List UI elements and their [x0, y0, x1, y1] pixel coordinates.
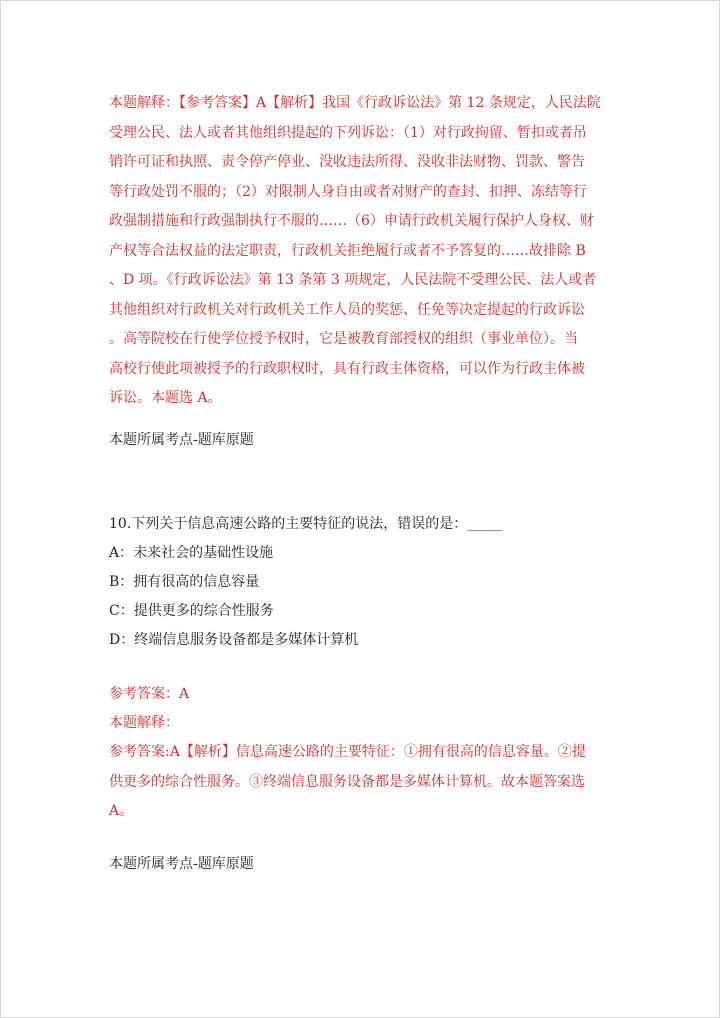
option-d: D：终端信息服务设备都是多媒体计算机 [109, 632, 359, 648]
explanation-line: 本题解释：【参考答案】A【解析】我国《行政诉讼法》第 12 条规定，人民法院 [109, 95, 601, 111]
explanation-line: 。高等院校在行使学位授予权时，它是被教育部授权的组织（事业单位）。当 [109, 331, 578, 347]
explanation-line: 高校行使此项被授予的行政职权时，具有行政主体资格，可以作为行政主体被 [109, 360, 585, 377]
explanation-line: A。 [109, 803, 134, 819]
question-10-explanation-label: 本题解释： [109, 715, 179, 731]
question-9-explanation [109, 89, 621, 414]
explanation-line: 产权等合法权益的法定职责，行政机关拒绝履行或者不予答复的……故排除 B [109, 242, 586, 259]
question-9-source-tag: 本题所属考点-题库原题 [109, 432, 254, 448]
explanation-line: 供更多的综合性服务。③终端信息服务设备都是多媒体计算机。故本题答案选 [109, 773, 585, 790]
explanation-line: 参考答案:A【解析】信息高速公路的主要特征：①拥有很高的信息容量。②提 [109, 744, 586, 760]
option-a: A：未来社会的基础性设施 [109, 545, 274, 561]
option-c: C：提供更多的综合性服务 [109, 603, 274, 619]
question-10-explanation [109, 738, 621, 827]
explanation-line: 销许可证和执照、责令停产停业、没收违法所得、没收非法财物、罚款、警告 [109, 154, 585, 170]
question-10-stem: 10.下列关于信息高速公路的主要特征的说法，错误的是：_____ [109, 516, 503, 532]
explanation-line: 其他组织对行政机关对行政机关工作人员的奖惩、任免等决定提起的行政诉讼 [109, 301, 585, 318]
explanation-line: 受理公民、法人或者其他组织提起的下列诉讼：（1）对行政拘留、暂扣或者吊 [109, 124, 587, 141]
question-10-answer: 参考答案：A [109, 686, 190, 702]
question-10-source-tag: 本题所属考点-题库原题 [109, 856, 254, 872]
option-b: B：拥有很高的信息容量 [109, 574, 260, 590]
explanation-line: 政强制措施和行政强制执行不服的……（6）申请行政机关履行保护人身权、财 [109, 213, 594, 229]
explanation-line: 诉讼。本题选 A。 [109, 390, 222, 406]
explanation-line: 、D 项。《行政诉讼法》第 13 条第 3 项规定，人民法院不受理公民、法人或者 [109, 272, 597, 288]
explanation-line: 等行政处罚不服的；（2）对限制人身自由或者对财产的查封、扣押、冻结等行 [109, 183, 587, 200]
